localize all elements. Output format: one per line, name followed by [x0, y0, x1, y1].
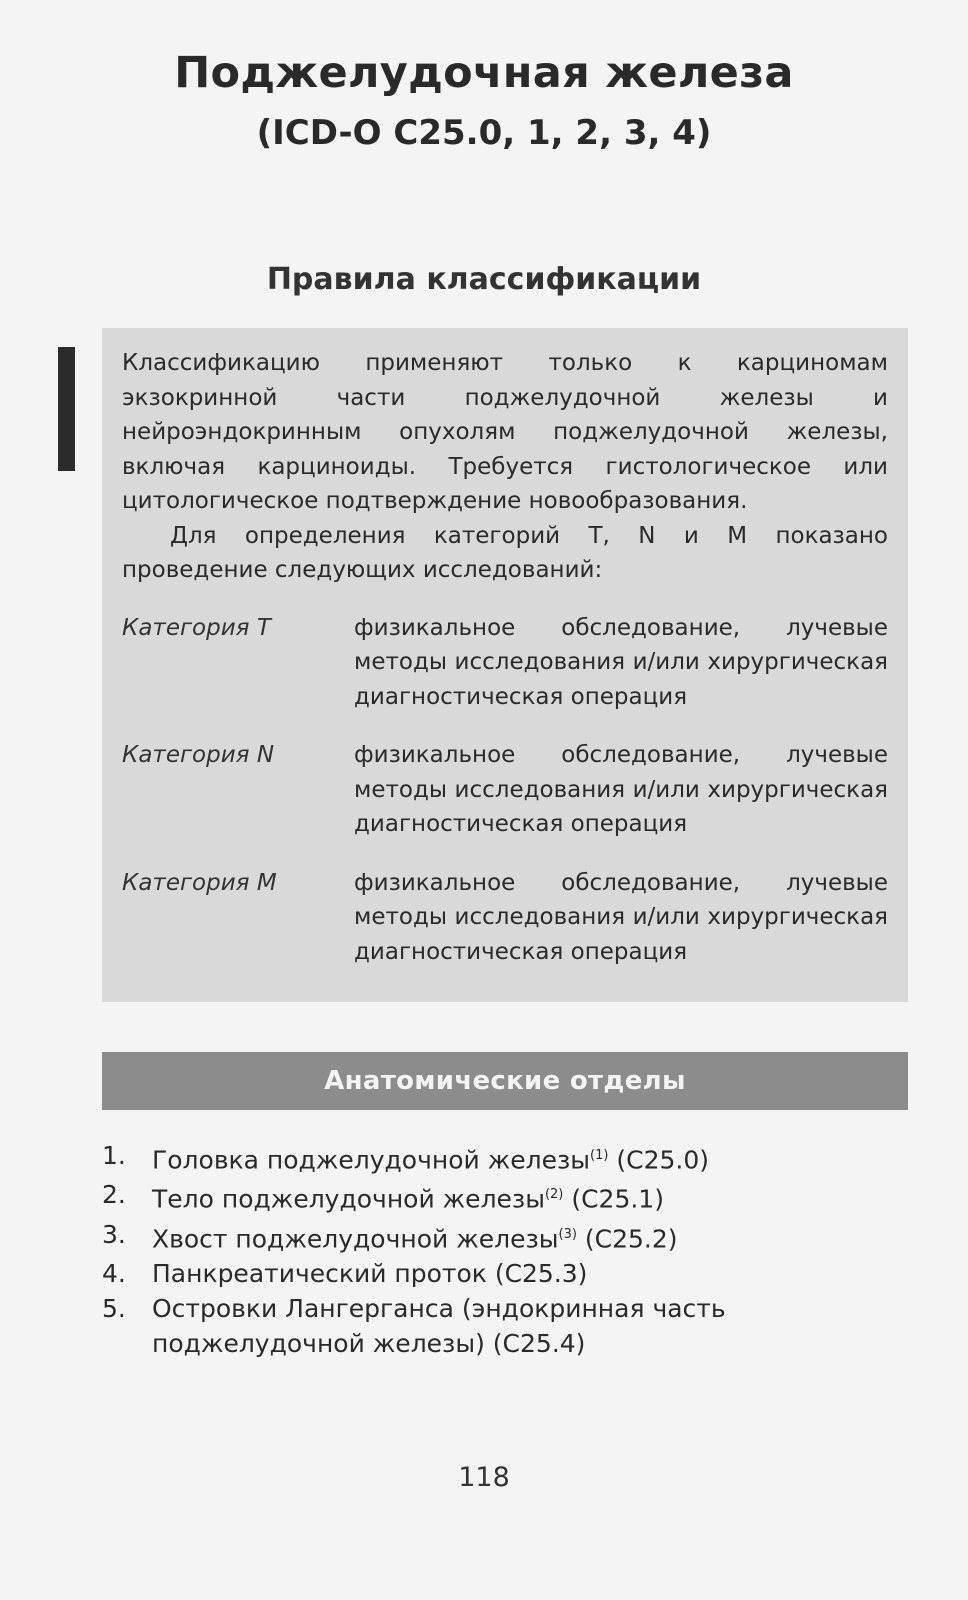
footnote-ref: (3)	[558, 1226, 577, 1242]
list-item	[102, 1177, 882, 1216]
category-description: физикальное обследование, лучевые методы исследования и/или хирургическая диагностическая операция	[354, 614, 888, 710]
category-row	[122, 866, 888, 970]
category-row	[122, 611, 888, 715]
icd-code: (C25.1)	[571, 1184, 664, 1214]
list-item	[102, 1217, 882, 1256]
list-item	[102, 1291, 882, 1361]
list-item-number: 3.	[102, 1219, 126, 1249]
category-row	[122, 738, 888, 842]
list-item-text-wrap	[152, 1217, 882, 1256]
list-item-number: 2.	[102, 1180, 126, 1210]
icd-code: (C25.0)	[616, 1145, 710, 1175]
page-title: Поджелудочная железа	[174, 48, 794, 98]
rules-paragraph-1: Классификацию применяют только к карциномам экзокринной части поджелудочной железы и нейроэндокринным опухолям поджелудочной железы, включая карциноиды. Требуется гистологическое или цитологическое подтверждение новообразования.	[122, 350, 888, 514]
anatomical-section-heading: Анатомические отделы	[102, 1052, 908, 1110]
list-item-text: Тело поджелудочной железы	[152, 1184, 545, 1214]
page-number: 118	[458, 1462, 510, 1493]
footnote-ref: (2)	[544, 1187, 564, 1203]
rules-section-heading: Правила классификации	[266, 262, 702, 297]
category-description: физикальное обследование, лучевые методы исследования и/или хирургическая диагностическая операция	[354, 742, 888, 837]
icd-code: (C25.3)	[494, 1258, 588, 1288]
list-item-text-wrap	[152, 1177, 882, 1216]
list-item-number: 4.	[102, 1258, 126, 1288]
category-list	[122, 611, 888, 970]
category-description: физикальное обследование, лучевые методы исследования и/или хирургическая диагностическая операция	[354, 869, 888, 965]
anatomical-list	[102, 1138, 882, 1361]
icd-code: (C25.2)	[584, 1223, 678, 1253]
category-term: Категория M	[122, 869, 277, 896]
rules-box	[102, 328, 908, 1002]
page-subtitle: (ICD-O C25.0, 1, 2, 3, 4)	[256, 113, 712, 153]
list-item-text-wrap	[152, 1138, 882, 1177]
list-item-number: 5.	[102, 1293, 126, 1323]
list-item-text: Панкреатический проток	[152, 1258, 487, 1288]
list-item	[102, 1256, 882, 1291]
list-item	[102, 1138, 882, 1177]
category-term: Категория N	[122, 742, 275, 768]
list-item-text-wrap	[152, 1291, 882, 1361]
margin-change-bar	[58, 347, 75, 471]
icd-code: (C25.4)	[492, 1328, 586, 1358]
list-item-text-wrap	[152, 1256, 882, 1291]
list-item-text: Островки Лангерганса (эндокринная часть поджелудочной железы)	[152, 1293, 726, 1358]
list-item-text: Головка поджелудочной железы	[152, 1145, 591, 1175]
footnote-ref: (1)	[590, 1148, 609, 1163]
list-item-text: Хвост поджелудочной железы	[152, 1223, 559, 1253]
rules-paragraph-2: Для определения категорий T, N и M показано проведение следующих исследований:	[122, 522, 888, 583]
category-term: Категория T	[122, 614, 271, 641]
list-item-number: 1.	[102, 1141, 126, 1170]
